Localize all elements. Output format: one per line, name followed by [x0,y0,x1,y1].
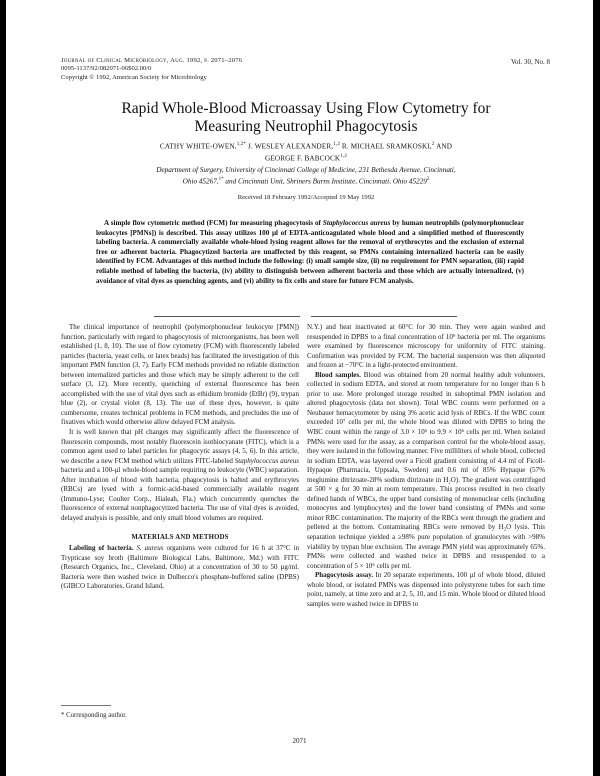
affiliation-line-1: Department of Surgery, University of Cincinnati College of Medicine, 231 Bethesda Avenue, Cincinnati, [156,166,456,174]
author-list [66,140,546,164]
left-column [61,323,299,592]
paper-title [46,100,566,136]
organism-name: Staphylococcus aureus [322,219,391,227]
section-heading-materials-methods: MATERIALS AND METHODS [131,534,229,542]
copyright-line: Copyright © 1992, American Society for Microbiology [61,73,207,81]
volume-issue: Vol. 30, No. 8 [510,58,550,66]
affiliations [61,166,551,187]
author-name: J. WESLEY ALEXANDER, [246,142,334,151]
author-affiliation-mark: 1,2 [333,142,340,147]
affiliation-text: and Cincinnati Unit, Shriners Burns Institute, Cincinnati, Ohio 45229 [223,177,427,186]
journal-citation: Journal of Clinical Microbiology, Aug. 1992, p. 2071–2076 [61,57,243,64]
author-affiliation-mark: 2 [431,142,435,147]
viewer-frame-right [593,0,600,776]
labeling-paragraph [61,544,299,592]
author-affiliation-mark: 1,2 [340,153,347,159]
column-divider-rule [311,316,457,317]
column-divider-rule [154,316,300,317]
paper-page [6,0,593,776]
right-column [307,323,545,609]
footnote-rule [61,705,111,706]
abstract-text: by human neutrophils (polymorphonuclear leukocytes [PMNs]) is described. This assay utilizes 100 µl of EDTA-anticoagulated whole blood and a simplified method of fluorescently labeling bacteria. A commercially available whole-blood lysing reagent allows for the removal of erythrocytes and the exclusion of external free or adherent bacteria. Phagocytized bacteria are unaffected by this reagent, so PMNs containing internalized bacteria can be easily identified by FCM. Advantages of this method include the following: (i) small sample size, (ii) no requirement for PMN separation, (iii) rapid reliable method of labeling the bacteria, (iv) ability to distinguish between adherent bacteria and those which are actually internalized, (v) avoidance of vital dyes as quenching agents, and (vi) ability to fix cells and store for future FCM analysis. [96,219,524,285]
footnote-corresponding-author: * Corresponding author. [61,712,127,719]
paragraph-text: It is well known that pH changes may significantly affect the fluorescence of fluorescein compounds, most notably fluorescein isothiocyanate (FITC), which is a common agent used to label particles for phagocytic assays (4, 5, 6). In this article, we describe a new FCM method which utilizes FITC-labeled [61,428,299,465]
phagocytosis-assay-paragraph [307,571,545,609]
author-conjunction: AND [434,142,453,151]
organism-name: S. aureus [136,544,164,553]
paragraph-text: In 20 separate experiments, 100 µl of whole blood, diluted whole blood, or isolated PMNs was dispensed into polystyrene tubes for each time point, namely, at time zero and at 2, 5, 10, and 15 min. Whole blood or diluted blood samples were washed twice in DPBS to [307,571,545,608]
author-name: R. MICHAEL SRAMKOSKI, [339,142,432,151]
continued-paragraph: N.Y.) and heat inactivated at 60°C for 30 min. They were again washed and resuspended in DPBS to a final concentration of 10⁹ bacteria per ml. The organisms were examined by fluorescence microscopy for uniformity of FITC staining. Confirmation was provided by FCM. The bacterial suspension was then aliquoted and frozen at −70°C in a light-protected environment. [307,323,545,370]
subsection-heading: Labeling of bacteria. [69,544,134,553]
intro-paragraph-2 [61,428,299,523]
blood-samples-paragraph [307,371,545,571]
author-affiliation-mark: 1,2* [236,142,247,147]
received-dates: Received 18 February 1992/Accepted 19 May 1992 [237,194,375,201]
abstract [96,219,524,286]
paragraph-text: bacteria and a 100-µl whole-blood sample requiring no leukocyte (WBC) separation. After incubation of blood with bacteria, phagocytosis is halted and erythrocytes (RBCs) are lysed with a formic-acid-based commercially available reagent (Immuno-Lyse; Coulter Corp., Hialeah, Fla.) which concurrently quenches the fluorescence of external nonphagocytized bacteria. The use of vital dyes is avoided, delayed analysis is possible, and only small blood volumes are required. [61,466,299,522]
intro-paragraph-1: The clinical importance of neutrophil (polymorphonuclear leukocyte [PMN]) function, particularly with regard to phagocytosis of microorganisms, has been well established (1, 8, 10). The use of flow cytometry (FCM) with fluorescently labeled particles (bacteria, yeast cells, or latex beads) has facilitated the investigation of this important PMN function (3, 7). Early FCM methods provided no reliable distinction between internalized particles and those which may be simply adherent to the cell surface (3, 12). More recently, quenching of external fluorescence has been accomplished with the use of vital dyes such as ethidium bromide (EtBr) (9), trypan blue (2), or crystal violet (8, 13). The use of these dyes, however, is quite cumbersome, creates technical problems in FCM methods, and precludes the use of fixatives which would otherwise allow delayed FCM analysis. [61,323,299,427]
issn-code: 0095-1137/92/082071-06$02.00/0 [61,65,152,73]
author-name: GEORGE F. BABCOCK [265,154,341,163]
paragraph-text: organisms were cultured for 16 h at 37°C in Trypticase soy broth (Baltimore Biological Labs, Baltimore, Md.) with FITC (Research Organics, Inc., Cleveland, Ohio) at a concentration of 30 to 50 µg/ml. Bacteria were then washed twice in Dulbecco's phosphate-buffered saline (DPBS) (GIBCO Laboratories, Grand Island, [61,544,300,591]
abstract-text: A simple flow cytometric method (FCM) for measuring phagocytosis of [104,219,323,227]
paragraph-text: Blood was obtained from 20 normal healthy adult volunteers, collected in sodium EDTA, and stored at room temperature for no longer than 6 h prior to use. More prolonged storage resulted in suboptimal PMN isolation and altered phagocytosis (data not shown). Total WBC counts were performed on a Neubauer hemacytometer by using 3% acetic acid lysis of RBCs. If the WBC count exceeded 10⁷ cells per ml, the whole blood was diluted with DPBS to bring the WBC count within the range of 3.0 × 10⁶ to 9.9 × 10⁶ cells per ml. When isolated PMNs were used for the assay, as a comparison control for the whole-blood assay, they were isolated in the following manner. Five milliliters of whole blood, collected in sodium EDTA, was layered over a Ficoll gradient consisting of 4.4 ml of Ficoll-Hypaque (Pharmacia, Uppsala, Sweden) and 0.6 ml of 85% Hypaque (57% meglumine ditrizoate-28% sodium ditrizoate in H₂O). The gradient was centrifuged at 500 × g for 30 min at room temperature. This process resulted in two clearly defined bands of WBCs, the upper band consisting of mononuclear cells (including monocytes and lymphocytes) and the lower band consisting of PMNs and some minor RBC contamination. The majority of the RBCs went through the gradient and pelleted at the bottom. Contaminating RBCs were removed by H₂O lysis. This separation technique yielded a ≥98% pure population of granulocytes with >98% viability by trypan blue exclusion. The average PMN yield was approximately 65%. PMNs were collected and washed twice in DPBS and resuspended to a concentration of 5 × 10⁶ cells per ml. [307,370,546,570]
title-line-2: Measuring Neutrophil Phagocytosis [194,118,418,135]
affiliation-mark: 1* [218,177,224,183]
page-number: 2071 [292,737,307,745]
subsection-heading: Blood samples. [315,370,361,379]
title-line-1: Rapid Whole-Blood Microassay Using Flow Cytometry for [121,100,491,117]
affiliation-text: Ohio 45267, [182,177,219,186]
subsection-heading: Phagocytosis assay. [315,571,374,580]
author-name: CATHY WHITE-OWEN, [159,142,237,151]
journal-header [61,57,242,82]
affiliation-mark: 2 [426,177,430,183]
organism-name: Staphylococcus aureus [234,456,299,465]
